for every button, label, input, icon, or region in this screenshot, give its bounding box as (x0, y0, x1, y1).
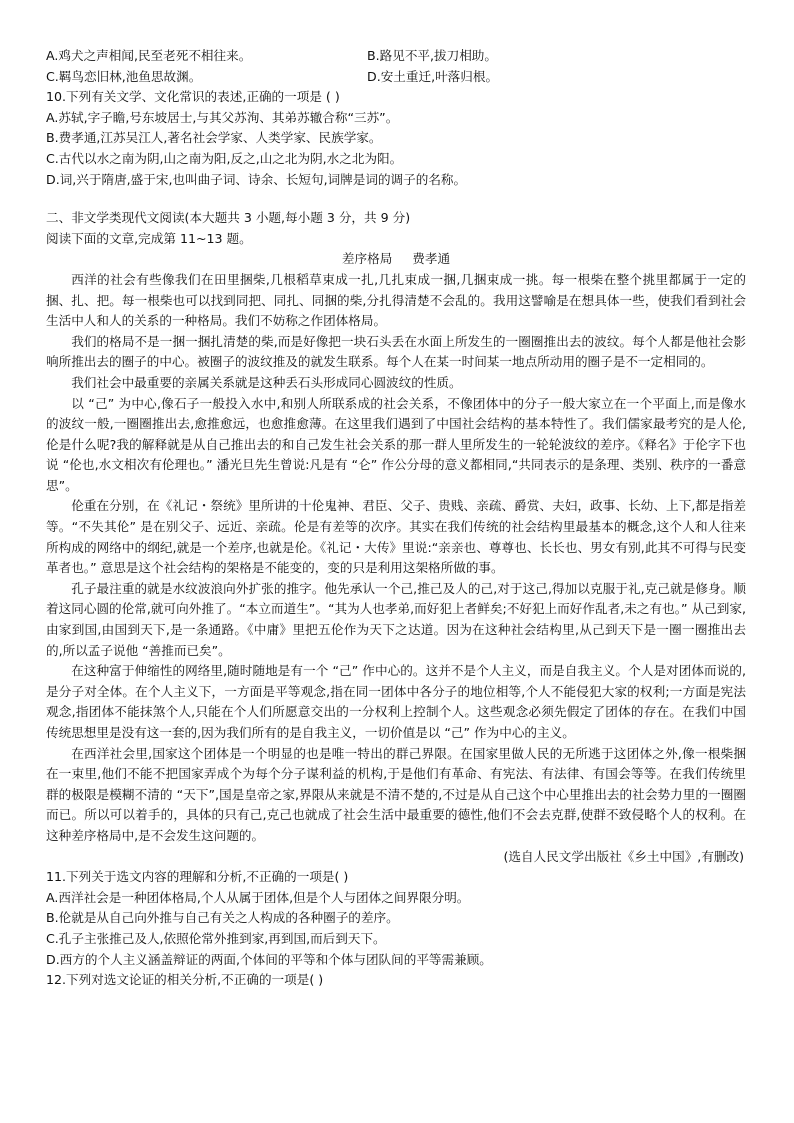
q11-stem: 11.下列关于选文内容的理解和分析,不正确的一项是( ) (46, 869, 349, 885)
article-paragraph-1: 西洋的社会有些像我们在田里捆柴,几根稻草束成一扎,几扎束成一捆,几捆束成一挑。每一根柴在整个挑里都属于一定的捆、扎、把。每一根柴也可以找到同把、同扎、同捆的柴,分扎得清楚不会乱的。我用这譬喻是在想具体一些，使我们看到社会生活中人和人的关系的一种格局。我们不妨称之作团体格局。 (46, 271, 746, 329)
q10-stem: 10.下列有关文学、文化常识的表述,正确的一项是 ( ) (46, 89, 340, 105)
q9-option-c: C.羁鸟恋旧林,池鱼思故渊。 (46, 68, 202, 84)
q11-option-c: C.孔子主张推己及人,依照伦常外推到家,再到国,而后到天下。 (46, 930, 386, 946)
article-author: 费孝通 (412, 251, 451, 267)
q10-option-b: B.费孝通,江苏吴江人,著名社会学家、人类学家、民族学家。 (46, 130, 382, 146)
q9-options-row-2 (46, 67, 746, 88)
q9-option-a: A.鸡犬之声相闻,民至老死不相往来。 (46, 48, 252, 63)
article-paragraph-4: 以 “己” 为中心,像石子一般投入水中,和别人所联系成的社会关系，不像团体中的分子一般大家立在一个平面上,而是像水的波纹一般,一圈圈推出去,愈推愈远，也愈推愈薄。在这里我们遇到了中国社会结构的基本特性了。我们儒家最考究的是人伦,伦是什么呢?我的解释就是从自己推出去的和自己发生社会关系的那一群人里所发生的一轮轮波纹的差序。《释名》于伦字下也说 “伦也,水文相次有伦理也。” 潘光旦先生曾说:凡是有 “仑” 作公分母的意义都相同,“共同表示的是条理、类别、秩序的一番意思”。 (46, 395, 746, 493)
q10-option-d: D.词,兴于隋唐,盛于宋,也叫曲子词、诗余、长短句,词牌是词的调子的名称。 (46, 171, 467, 187)
article-paragraph-8: 在西洋社会里,国家这个团体是一个明显的也是唯一特出的群己界限。在国家里做人民的无所逃于这团体之外,像一根柴捆在一束里,他们不能不把国家弄成个为每个分子谋利益的机构,于是他们有革命、有宪法、有法律、有国会等等。在我们传统里群的极限是模糊不清的 “天下”,国是皇帝之家,界限从来就是不清不楚的,不过是从自己这个中心里推出去的社会势力里的一圈圈而已。所以可以着手的，具体的只有己,克己也就成了社会生活中最重要的德性,他们不会去克群,使群不致侵略个人的权利。在这种差序格局中,是不会发生这问题的。 (46, 745, 746, 843)
q9-options-row-1 (46, 46, 746, 67)
q12-stem: 12.下列对选文论证的相关分析,不正确的一项是( ) (46, 972, 324, 988)
q10-option-a: A.苏轼,字子瞻,号东坡居士,与其父苏洵、其弟苏辙合称“三苏”。 (46, 109, 399, 125)
exam-page (46, 46, 746, 991)
article-title (46, 249, 746, 270)
section-instruction: 阅读下面的文章,完成第 11~13 题。 (46, 230, 252, 246)
article-paragraph-6: 孔子最注重的就是水纹波浪向外扩张的推字。他先承认一个己,推己及人的己,对于这己,得加以克服于礼,克己就是修身。顺着这同心圆的伦常,就可向外推了。“本立而道生”。“其为人也孝弟,而好犯上者鲜矣;不好犯上而好作乱者,未之有也。” 从己到家,由家到国,由国到天下,是一条通路。《中庸》里把五伦作为天下之达道。因为在这种社会结构里,从己到天下是一圈一圈推出去的,所以孟子说他 “善推而已矣”。 (46, 580, 746, 658)
q9-option-b: B.路见不平,拔刀相助。 (367, 48, 497, 63)
article-title-text: 差序格局 (341, 251, 393, 267)
article-paragraph-3: 我们社会中最重要的亲属关系就是这种丢石头形成同心圆波纹的性质。 (71, 374, 462, 390)
article-paragraph-2: 我们的格局不是一捆一捆扎清楚的柴,而是好像把一块石头丢在水面上所发生的一圈圈推出去的波纹。每个人都是他社会影响所推出去的圈子的中心。被圈子的波纹推及的就发生联系。每个人在某一时间某一地点所动用的圈子是不一定相同的。 (46, 333, 746, 370)
q11-option-a: A.西洋社会是一种团体格局,个人从属于团体,但是个人与团体之间界限分明。 (46, 889, 470, 905)
q9-option-d: D.安土重迁,叶落归根。 (367, 68, 499, 84)
section-heading: 二、非文学类现代文阅读(本大题共 3 小题,每小题 3 分，共 9 分) (46, 210, 411, 226)
q11-option-b: B.伦就是从自己向外推与自己有关之人构成的各种圈子的差序。 (46, 910, 399, 926)
article-source: (选自人民文学出版社《乡土中国》,有删改) (503, 848, 744, 864)
q10-option-c: C.古代以水之南为阴,山之南为阳,反之,山之北为阴,水之北为阳。 (46, 150, 403, 166)
article-paragraph-5: 伦重在分别，在《礼记・祭统》里所讲的十伦鬼神、君臣、父子、贵贱、亲疏、爵赏、夫妇，政事、长幼、上下,都是指差等。“不失其伦” 是在别父子、远近、亲疏。伦是有差等的次序。其实在我们传统的社会结构里最基本的概念,这个人和人往来所构成的网络中的纲纪,就是一个差序,也就是伦。《礼记・大传》里说:“亲亲也、尊尊也、长长也、男女有别,此其不可得与民变革者也。” 意思是这个社会结构的架格是不能变的，变的只是利用这架格所做的事。 (46, 498, 746, 576)
q11-option-d: D.西方的个人主义涵盖辩证的两面,个体间的平等和个体与团队间的平等需兼顾。 (46, 951, 492, 967)
article-paragraph-7: 在这种富于伸缩性的网络里,随时随地是有一个 “己” 作中心的。这并不是个人主义，而是自我主义。个人是对团体而说的,是分子对全体。在个人主义下，一方面是平等观念,指在同一团体中各分子的地位相等,个人不能侵犯大家的权利;一方面是宪法观念,指团体不能抹煞个人,只能在个人们所愿意交出的一分权利上控制个人。这些观念必须先假定了团体的存在。在我们中国传统思想里是没有这一套的,因为我们所有的是自我主义，一切价值是以 “己” 作为中心的主义。 (46, 663, 746, 740)
